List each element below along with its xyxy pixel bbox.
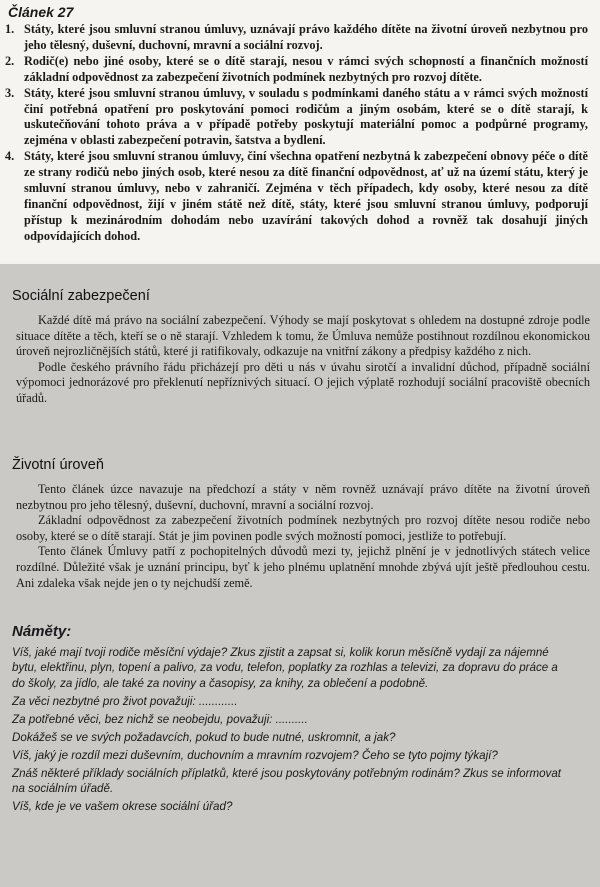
article-title: Článek 27	[8, 4, 74, 20]
suggestion-item: Za potřebné věci, bez nichž se neobejdu, považuji: ..........	[12, 712, 308, 726]
article-section	[0, 0, 600, 262]
paragraph: Podle českého právního řádu přicházejí pro děti u nás v úvahu sirotčí a invalidní důchod, případně sociální výpomoci jednorázové pro překlenutí nepříznivých situací. O jejich výplatě rozhodují sociální pracoviště obecních úřadů.	[16, 359, 590, 405]
article-item	[0, 22, 588, 54]
item-number: 4.	[5, 149, 15, 164]
paragraph: Základní odpovědnost za zabezpečení životních podmínek nezbytných pro rozvoj dítěte nesou rodiče nebo osoby, které se o dítě starají. Stát je jim povinen podle svých možností pomoci, jestliže to potřebují.	[16, 513, 590, 543]
item-number: 3.	[5, 85, 15, 100]
suggestion-item: Víš, kde je ve vašem okrese sociální úřad?	[12, 800, 233, 814]
suggestions-heading: Náměty:	[12, 623, 72, 640]
item-text: Státy, které jsou smluvní stranou úmluvy, uznávají právo každého dítěte na životní úroveň nezbytnou pro jeho tělesný, duševní, duchovní, mravní a sociální rozvoj.	[24, 22, 588, 52]
article-item	[0, 149, 588, 244]
suggestion-item: Znáš některé příklady sociálních příplatků, které jsou poskytovány potřebným rodinám? Zkus se informovat na sociálním úřadě.	[12, 766, 562, 796]
item-number: 1.	[5, 22, 15, 36]
item-number: 2.	[5, 53, 15, 68]
item-text: Státy, které jsou smluvní stranou úmluvy, činí všechna opatření nezbytná k zabezpečení obnovy péče o dítě ze strany rodičů nebo jiných osob, které nesou za dítě finanční odpovědnost, ať už na území státu, který je smluvní stranou úmluvy, nebo v zahraničí. Zejména v těch případech, kdy osoby, které nesou za dítě finanční odpovědnost, žijí v jiném státě než dítě, státy, které jsou smluvní stranou úmluvy, podporují přístup k mezinárodním dohodám nebo uzavírání takových dohod a rovněž tak dosahují jiných odpovídajících dohod.	[24, 149, 588, 243]
suggestions-section	[12, 623, 582, 817]
social-security-text	[12, 313, 592, 407]
living-standard-text	[12, 482, 592, 591]
paragraph: Tento článek Úmluvy patří z pochopitelných důvodů mezi ty, jejichž plnění je v jednotlivých státech velice rozdílné. Důležité však je uznání principu, byť k jeho plnému uplatnění mnohde zbývá ujít ještě předlouhou cestu. Ani zdaleka však nejde jen o ty nejchudší země.	[16, 544, 590, 590]
paragraph: Tento článek úzce navazuje na předchozí a státy v něm rovněž uznávají právo dítěte na životní úroveň nezbytnou pro jeho tělesný, duševní, duchovní, mravní a sociální rozvoj.	[16, 482, 590, 512]
item-text: Státy, které jsou smluvní stranou úmluvy, v souladu s podmínkami daného státu a v rámci svých možností činí potřebná opatření pro poskytování pomoci rodičům a jiným osobám, které se o dítě starají, k uskutečňování tohoto práva a v případě potřeby poskytují materiální pomoc a podpůrné programy, zejména v oblasti zabezpečení potravin, šatstva a bydlení.	[24, 85, 588, 148]
suggestion-item: Za věci nezbytné pro život považuji: ............	[12, 694, 238, 708]
article-items	[0, 22, 588, 245]
suggestion-item: Dokážeš se ve svých požadavcích, pokud to bude nutné, uskromnit, a jak?	[12, 730, 396, 744]
social-security-section	[12, 288, 592, 407]
suggestions-list	[12, 645, 582, 815]
article-item	[0, 86, 588, 150]
living-standard-section	[12, 457, 592, 591]
item-text: Rodič(e) nebo jiné osoby, které se o dítě starají, nesou v rámci svých schopností a finančních možností základní odpovědnost za zabezpečení životních podmínek nezbytných pro rozvoj dítěte.	[24, 53, 588, 84]
suggestion-item: Víš, jaké mají tvoji rodiče měsíční výdaje? Zkus zjistit a zapsat si, kolik korun měsíčně vydají za nájemné bytu, elektřinu, plyn, topení a palivo, za vodu, telefon, poplatky za rozhlas a televizi, za dopravu do práce a do školy, za jídlo, ale také za noviny a časopisy, za knihy, za oblečení a podobně.	[12, 646, 558, 690]
suggestion-item: Víš, jaký je rozdíl mezi duševním, duchovním a mravním rozvojem? Čeho se tyto pojmy týkají?	[12, 748, 498, 762]
social-security-heading: Sociální zabezpečení	[12, 288, 150, 304]
paragraph: Každé dítě má právo na sociální zabezpečení. Výhody se mají poskytovat s ohledem na dostupné zdroje podle situace dítěte a těch, kteří se o ně starají. Vzhledem k tomu, že Úmluva nemůže postihnout rozdílnou ekonomickou úroveň nejrozličnějších států, které ji ratifikovaly, odkazuje na vnitřní zákony a předpisy každého z nich.	[16, 313, 590, 359]
article-item	[0, 54, 588, 86]
living-standard-heading: Životní úroveň	[12, 457, 104, 473]
